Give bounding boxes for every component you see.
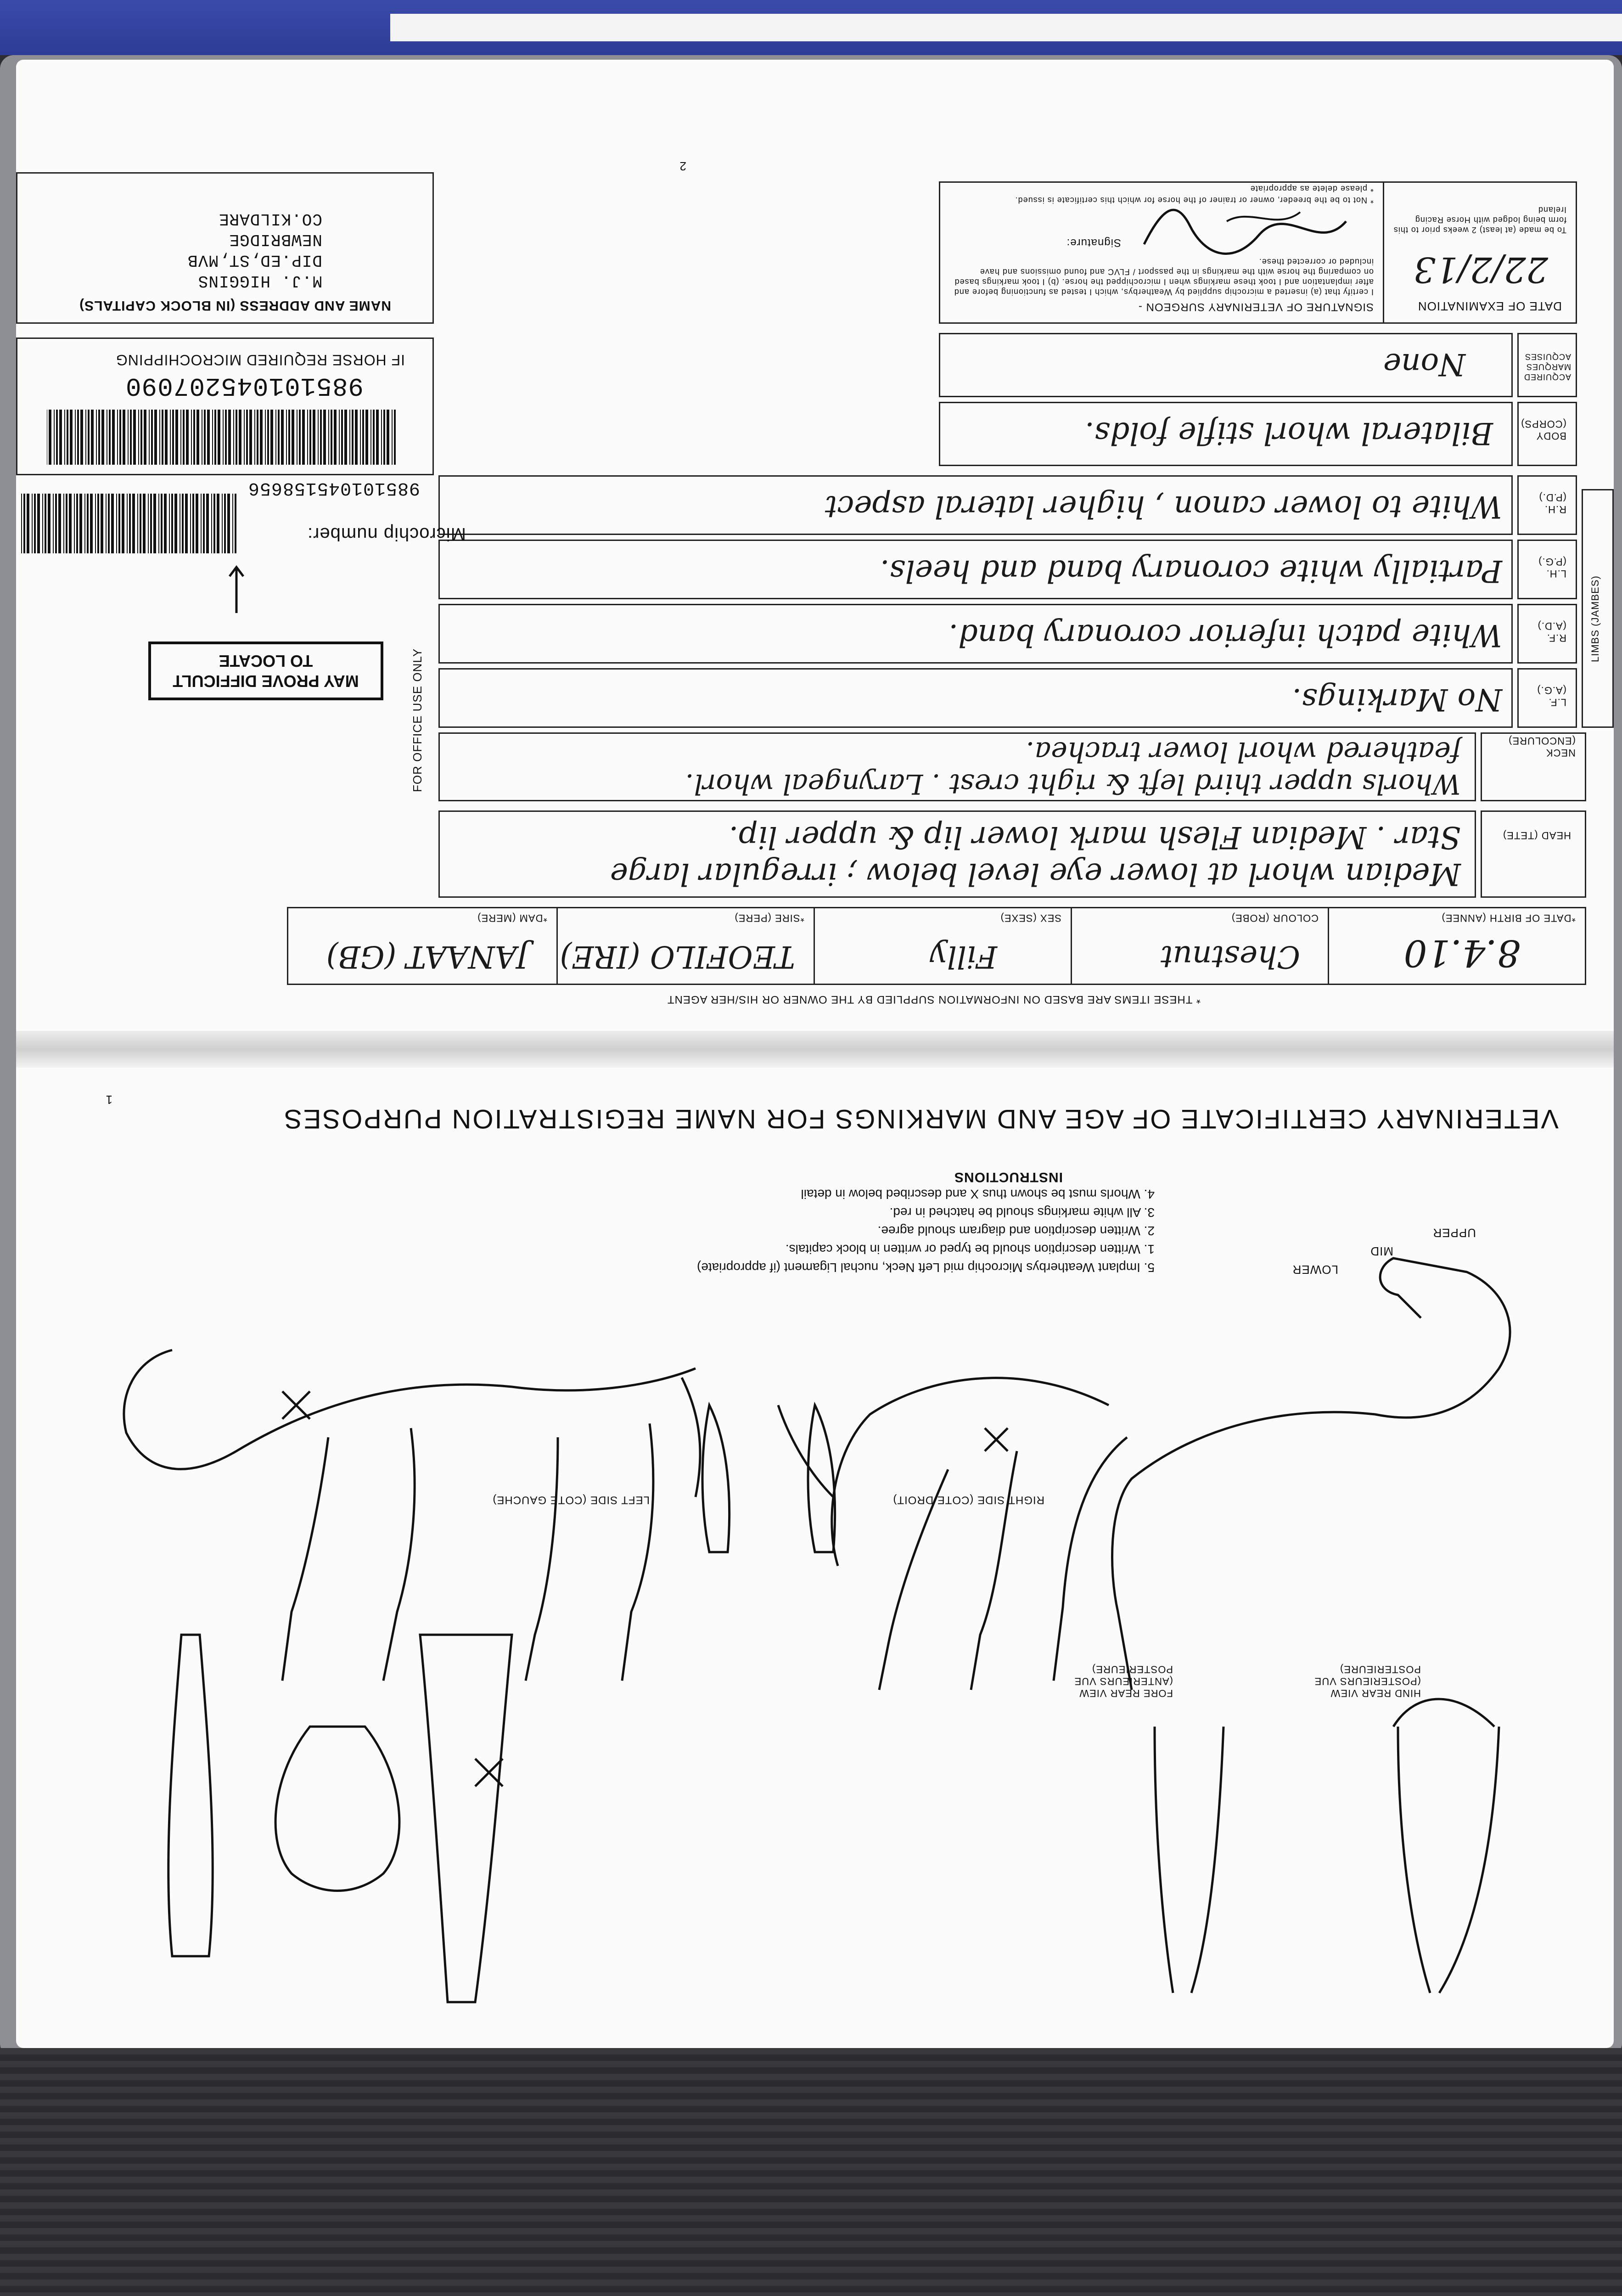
signature-label: SIGNATURE OF VETERINARY SURGEON - — [1138, 301, 1374, 313]
sire-cell — [556, 908, 814, 984]
limbs-side-cell — [1582, 489, 1614, 728]
rf-description — [438, 604, 1513, 664]
microchip-block — [16, 338, 434, 475]
instruction-item: 1. Written description should be typed or written in block capitals. — [785, 1242, 1155, 1256]
sex-value: Filly — [930, 939, 997, 974]
sex-label: SEX (SEXE) — [1000, 912, 1061, 924]
instruction-item: 2. Written description and diagram should agree. — [877, 1224, 1155, 1238]
body-label-cell — [1517, 402, 1577, 466]
horse-diagrams — [16, 1049, 1614, 2048]
microchip-number-label: Microchip number: — [307, 524, 466, 544]
instruction-item: 3. All white markings should be hatched in red. — [889, 1205, 1155, 1220]
address-line: DIP.ED,ST,MVB — [187, 251, 322, 270]
lf-label: L.F. (A.G.) — [1537, 685, 1566, 708]
head-label-cell — [1481, 810, 1586, 898]
mid-label: MID — [1370, 1244, 1393, 1258]
binder-cover-bottom — [0, 2048, 1622, 2296]
right-side-label: RIGHT SIDE (COTE DROIT) — [892, 1494, 1044, 1506]
lh-value: Partially white coronary band and heels. — [880, 553, 1502, 589]
address-line: NEWBRIDGE — [229, 230, 322, 249]
office-use-label: FOR OFFICE USE ONLY — [410, 648, 424, 792]
lh-description — [438, 540, 1513, 599]
microchip-side-barcode — [21, 494, 236, 553]
microchip-label: IF HORSE REQUIRED MICROCHIPPING — [115, 352, 405, 368]
neck-line-2: feathered whorl lower trachea. — [1026, 736, 1461, 768]
rh-label: R.H. (P.D.) — [1538, 492, 1566, 515]
address-line: M.J. HIGGINS — [197, 271, 322, 290]
lf-description — [438, 668, 1513, 728]
rh-value: White to lower canon , higher lateral aspect — [825, 489, 1502, 524]
address-block — [16, 172, 434, 324]
delete-note: * please delete as appropriate — [1250, 184, 1374, 193]
breeder-note: * Not to be the breeder, owner or trainer of the horse for which this certificate is issued. — [1015, 196, 1374, 205]
body-label: BODY (CORPS) — [1521, 418, 1566, 442]
colour-label: COLOUR (ROBE) — [1231, 912, 1319, 924]
body-description — [939, 402, 1513, 466]
dam-cell — [288, 908, 556, 984]
birth-label: *DATE OF BIRTH (ANNEE) — [1441, 912, 1576, 924]
lf-label-cell — [1517, 668, 1577, 728]
lf-value: No Markings. — [1292, 682, 1502, 717]
page-fold — [16, 1031, 1614, 1068]
markings-form — [16, 60, 1614, 1049]
dam-value: JANAAT (GB) — [326, 939, 529, 974]
neck-label: NECK (ENCOLURE) — [1508, 735, 1576, 759]
arrow-icon — [227, 563, 246, 618]
head-description — [438, 810, 1476, 898]
instructions-title: INSTRUCTIONS — [954, 1170, 1063, 1185]
instruction-item: 4. Whorls must be shown thus X and described below in detail — [801, 1187, 1155, 1201]
head-line-1: Median whorl at lower eye level below ; irregular large — [610, 856, 1461, 892]
difficult-locate-stamp: MAY PROVE DIFFICULT TO LOCATE — [148, 642, 383, 700]
left-side-label: LEFT SIDE (COTE GAUCHE) — [492, 1494, 650, 1506]
colour-value: Chestnut — [1161, 939, 1300, 974]
acquired-description — [939, 333, 1513, 397]
identity-row — [287, 907, 1586, 985]
sex-cell — [814, 908, 1071, 984]
neck-line-1: Whorls upper third left & right crest . Laryngeal whorl. — [685, 768, 1461, 800]
acquired-label: ACQUIRED MARQUES ACQUISES — [1523, 352, 1571, 382]
microchip-code: 985101045207090 — [125, 371, 364, 400]
exam-value: 22/2/13 — [1414, 249, 1548, 290]
signature-mark — [1135, 198, 1355, 263]
lh-label-cell — [1517, 540, 1577, 599]
exam-label: DATE OF EXAMINATION — [1417, 299, 1562, 313]
upper-label: UPPER — [1432, 1226, 1476, 1240]
exam-date-cell — [1383, 183, 1576, 322]
lh-label: L.H. (P.G.) — [1538, 556, 1566, 580]
rh-label-cell — [1517, 475, 1577, 535]
birth-value: 8.4.10 — [1403, 932, 1521, 974]
colour-cell — [1071, 908, 1328, 984]
acquired-label-cell — [1517, 333, 1577, 397]
body-value: Bilateral whorl stifle folds. — [1085, 416, 1493, 451]
address-label: NAME AND ADDRESS (IN BLOCK CAPITALS) — [79, 298, 391, 313]
certify-text: I certify that (a) inserted a microchip supplied by Weatherbys, which I tested as functioning before and after implantation and I took these markings when I microchipped the horse. (b) I took markings based on comparing the horse with the markings in the passport / FLVC and found omissions and have included or corrected these. — [954, 257, 1374, 297]
signature-block — [939, 181, 1577, 324]
head-line-2: Star . Median Flesh mark lower lip & upper lip. — [729, 820, 1461, 855]
sire-value: TEOFILO (IRE) — [560, 939, 795, 974]
address-line: CO.KILDARE — [218, 209, 322, 228]
rh-description — [438, 475, 1513, 535]
limbs-label: LIMBS (JAMBES) — [1589, 575, 1601, 662]
certificate-title: VETERINARY CERTIFICATE OF AGE AND MARKINGS FOR NAME REGISTRATION PURPOSES — [283, 1104, 1559, 1134]
lower-label: LOWER — [1292, 1263, 1338, 1277]
sire-label: *SIRE (PERE) — [734, 912, 804, 924]
lodge-note: To be made (at least) 2 weeks prior to this form being lodged with Horse Racing Ireland — [1393, 205, 1566, 235]
page-mark: 2 — [679, 159, 686, 173]
signature-word: Signature: — [1066, 236, 1121, 249]
rf-value: White patch inferior coronary band. — [949, 618, 1502, 653]
dam-label: *DAM (MERE) — [477, 912, 547, 924]
hind-rear-label: HIND REAR VIEW (POSTERIEURS VUE POSTERIEURE) — [1314, 1664, 1421, 1699]
head-label: HEAD (TETE) — [1502, 830, 1571, 841]
page-mark-lower: 1 — [105, 1093, 112, 1107]
neck-label-cell — [1481, 732, 1586, 801]
acquired-value: None — [1383, 347, 1465, 382]
diagram-page — [16, 1049, 1614, 2048]
microchip-barcode — [47, 410, 396, 465]
birth-cell — [1328, 908, 1585, 984]
page-edge-strip — [390, 14, 1622, 41]
neck-description — [438, 732, 1476, 801]
microchip-side-number: 985101045158656 — [247, 478, 420, 498]
rf-label: R.F. (A.D.) — [1537, 620, 1566, 644]
instruction-item: 5. Implant Weatherbys Microchip mid Left Neck, nuchal Ligament (if appropriate) — [696, 1261, 1155, 1275]
rf-label-cell — [1517, 604, 1577, 664]
fore-rear-label: FORE REAR VIEW (ANTERIEURS VUE POSTERIEURE) — [1074, 1664, 1173, 1699]
owner-note: * THESE ITEMS ARE BASED ON INFORMATION SUPPLIED BY THE OWNER OR HIS/HER AGENT — [667, 993, 1201, 1006]
